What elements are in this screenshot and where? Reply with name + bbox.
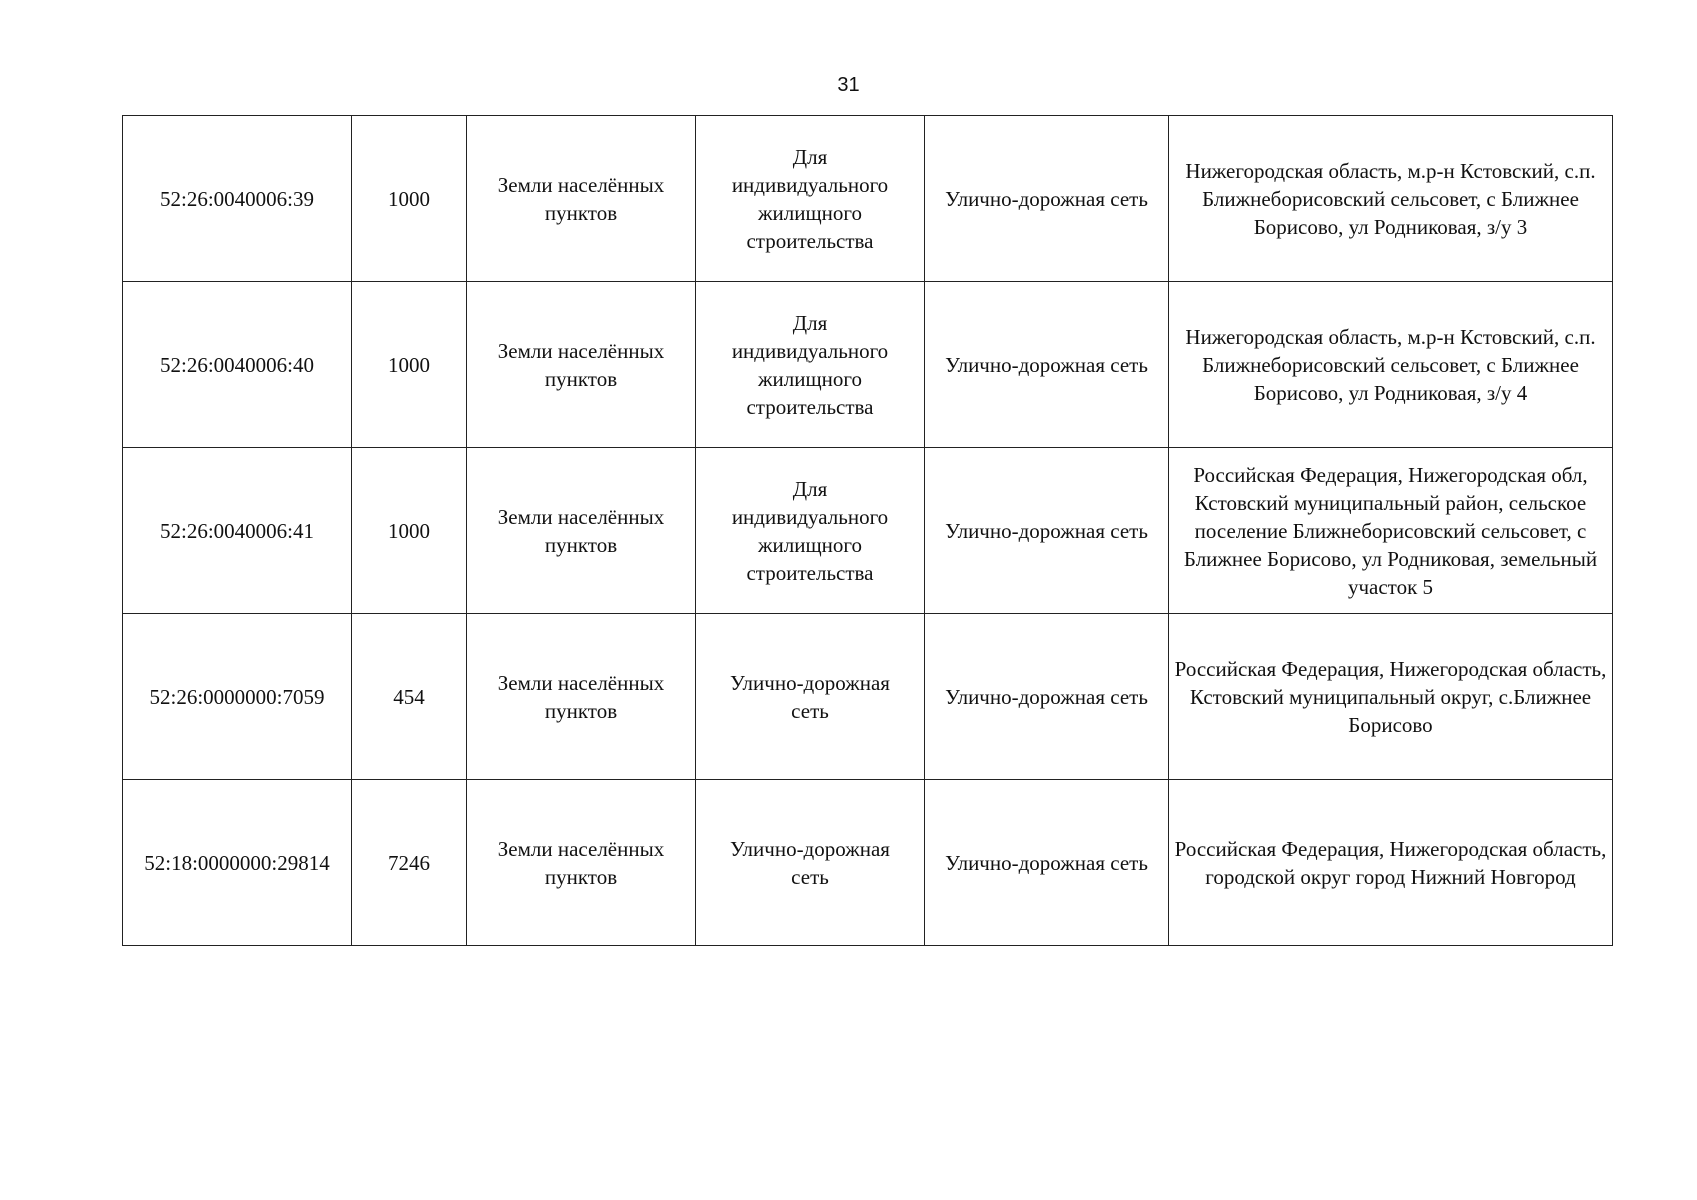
permitted-use-cell <box>696 614 925 780</box>
permitted-use-cell <box>696 116 925 282</box>
land-category-text: Земли населённых пунктов <box>497 670 665 723</box>
land-category-cell <box>467 448 696 614</box>
permitted-use-cell <box>696 780 925 946</box>
area-cell: 1000 <box>352 282 467 448</box>
land-category-text: Земли населённых пунктов <box>497 836 665 889</box>
land-category-text: Земли населённых пунктов <box>497 504 665 557</box>
cadastral-number-cell: 52:26:0040006:41 <box>123 448 352 614</box>
permitted-use-text: Улично-дорожная сеть <box>730 836 890 889</box>
permitted-use-cell <box>696 282 925 448</box>
land-category-cell <box>467 116 696 282</box>
cadastral-number-cell: 52:18:0000000:29814 <box>123 780 352 946</box>
address-cell: Нижегородская область, м.р-н Кстовский, с.п. Ближнеборисовский сельсовет, с Ближнее Борисово, ул Родниковая, з/у 4 <box>1169 282 1613 448</box>
address-cell: Российская Федерация, Нижегородская область, городской округ город Нижний Новгород <box>1169 780 1613 946</box>
purpose-cell: Улично-дорожная сеть <box>925 780 1169 946</box>
purpose-cell: Улично-дорожная сеть <box>925 282 1169 448</box>
permitted-use-text: Для индивидуального жилищного строительства <box>731 144 889 253</box>
area-cell: 1000 <box>352 448 467 614</box>
address-cell: Российская Федерация, Нижегородская область, Кстовский муниципальный округ, с.Ближнее Борисово <box>1169 614 1613 780</box>
page-number: 31 <box>837 74 860 96</box>
table-row <box>123 116 1613 282</box>
table-row <box>123 614 1613 780</box>
cadastral-number-cell: 52:26:0040006:40 <box>123 282 352 448</box>
table-row <box>123 780 1613 946</box>
cadastral-number-cell: 52:26:0000000:7059 <box>123 614 352 780</box>
area-cell: 454 <box>352 614 467 780</box>
land-category-text: Земли населённых пунктов <box>497 338 665 391</box>
permitted-use-text: Для индивидуального жилищного строительства <box>731 310 889 419</box>
purpose-cell: Улично-дорожная сеть <box>925 116 1169 282</box>
land-category-cell <box>467 614 696 780</box>
cadastral-number-cell: 52:26:0040006:39 <box>123 116 352 282</box>
land-category-text: Земли населённых пунктов <box>497 172 665 225</box>
area-cell: 1000 <box>352 116 467 282</box>
address-cell: Нижегородская область, м.р-н Кстовский, с.п. Ближнеборисовский сельсовет, с Ближнее Борисово, ул Родниковая, з/у 3 <box>1169 116 1613 282</box>
permitted-use-text: Улично-дорожная сеть <box>730 670 890 723</box>
purpose-cell: Улично-дорожная сеть <box>925 614 1169 780</box>
table-row <box>123 448 1613 614</box>
purpose-cell: Улично-дорожная сеть <box>925 448 1169 614</box>
area-cell: 7246 <box>352 780 467 946</box>
permitted-use-cell <box>696 448 925 614</box>
land-category-cell <box>467 282 696 448</box>
address-cell: Российская Федерация, Нижегородская обл, Кстовский муниципальный район, сельское поселение Ближнеборисовский сельсовет, с Ближнее Борисово, ул Родниковая, земельный участок 5 <box>1169 448 1613 614</box>
land-plots-table <box>122 115 1613 946</box>
land-category-cell <box>467 780 696 946</box>
permitted-use-text: Для индивидуального жилищного строительства <box>731 476 889 585</box>
table-row <box>123 282 1613 448</box>
